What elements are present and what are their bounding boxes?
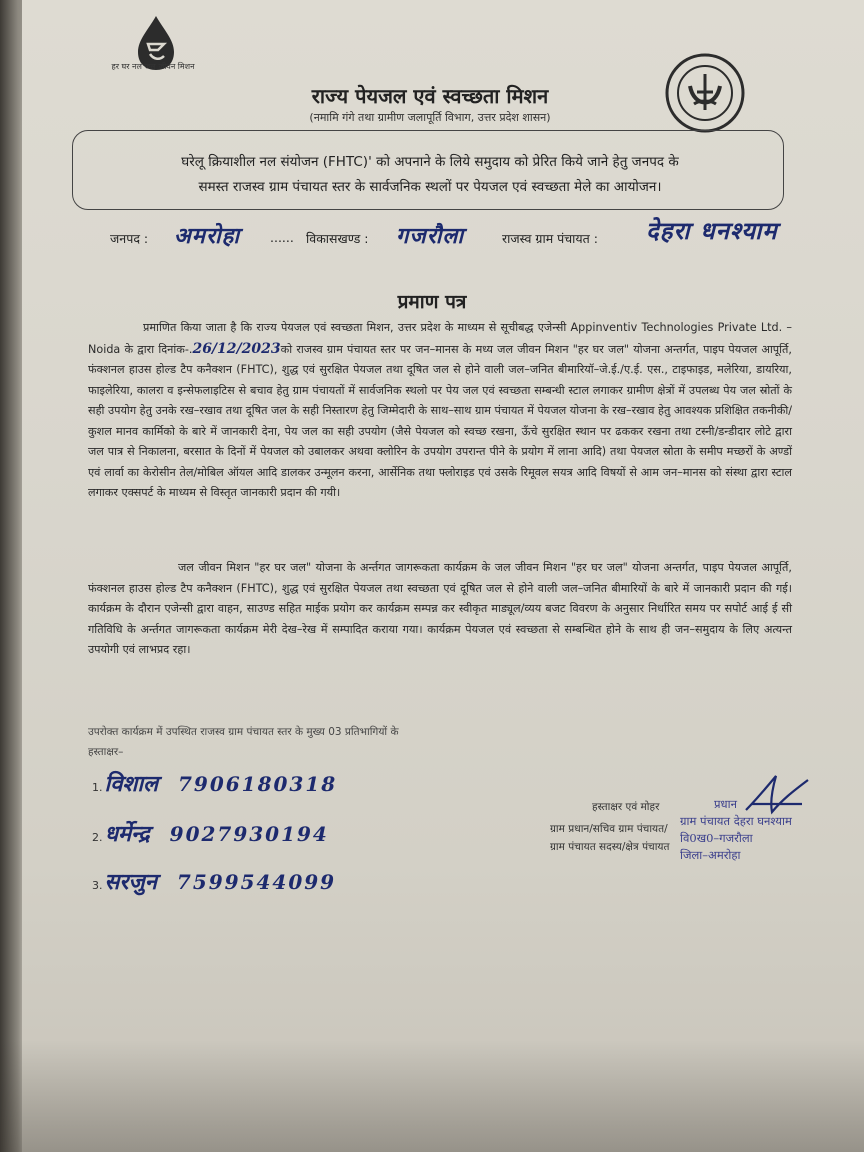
seal-line-4: जिला–अमरोहा — [680, 848, 741, 862]
up-government-emblem-icon — [664, 52, 746, 134]
certificate-paragraph-2: जल जीवन मिशन "हर घर जल" योजना के अर्न्तगत जागरूकता कार्यक्रम के जल जीवन मिशन "हर घर जल" योजना अन्तर्गत, पाइप पेयजल आपूर्ति, फंक्शनल हाउस होल्ड टैप कनैक्शन (FHTC), शुद्ध एवं सुरक्षित पेयजल तथा स्वच्छता एवं दूषित जल से होने वाली जल–जनित बीमारियों के बारे में जानकारी प्रदान की गई। कार्यक्रम के दौरान एजेन्सी द्वारा वाहन, साउण्ड सहित माईक प्रयोग कर कार्यक्रम सम्पन्न कर स्वीकृत माड्यूल/व्यय बजट विवरण के अनुसार निर्धारित समय पर सपोर्ट आई ई सी गतिविधि के अर्न्तगत जागरूकता कार्यक्रम मेरी देख–रेख में सम्पादित कराया गया। कार्यक्रम पेयजल एवं स्वच्छता से सम्बन्धित होने के साथ ही जन–समुदाय के लिए अत्यन्त उपयोगी एवं लाभप्रद रहा। — [88, 561, 792, 656]
district-dots: ...... — [270, 230, 294, 245]
participant-phone: 9027930194 — [169, 822, 329, 846]
event-date: 26/12/2023 — [192, 340, 281, 357]
signature-stamp-label: हस्ताक्षर एवं मोहर — [592, 801, 660, 813]
participant-name: विशाल — [104, 771, 159, 797]
participant-number: 1. — [92, 781, 103, 794]
certificate-heading: प्रमाण पत्र — [397, 291, 467, 313]
notice-line-1: घरेलू क्रियाशील नल संयोजन (FHTC)' को अपनाने के लिये समुदाय को प्रेरित किये जाने हेतु जनपद के — [181, 154, 679, 170]
district-label: जनपद : — [110, 231, 149, 246]
seal-line-1: प्रधान — [714, 797, 737, 811]
authority-line-1: ग्राम प्रधान/सचिव ग्राम पंचायत/ — [550, 823, 668, 835]
signature-intro-line-1: उपरोक्त कार्यक्रम में उपस्थित राजस्व ग्राम पंचायत स्तर के मुख्य 03 प्रतिभागियों के — [88, 726, 399, 738]
seal-line-2: ग्राम पंचायत देहरा घनश्याम — [680, 814, 792, 828]
panchayat-value: देहरा धनश्याम — [646, 216, 778, 245]
block-label: विकासखण्ड : — [306, 231, 369, 246]
participant-phone: 7906180318 — [178, 772, 338, 796]
signature-intro — [88, 722, 508, 762]
authority-line-2: ग्राम पंचायत सदस्य/क्षेत्र पंचायत — [550, 841, 670, 853]
block-value: गजरौला — [396, 223, 465, 249]
participant-name: सरजुन — [104, 869, 157, 895]
pradhan-seal — [680, 796, 830, 864]
participant-number: 2. — [92, 831, 103, 844]
para1-before-date: प्रमाणित किया जाता है कि राज्य पेयजल एवं स्वच्छता मिशन, उत्तर प्रदेश के माध्यम से सूचीबद्ध एजेन्सी Appinventiv Technologies Private Ltd. – Noida के द्वारा दिनांक-. — [88, 321, 792, 356]
department-subtitle: (नमामि गंगे तथा ग्रामीण जलापूर्ति विभाग, उत्तर प्रदेश शासन) — [309, 111, 551, 124]
participant-phone: 7599544099 — [176, 870, 337, 894]
participant-number: 3. — [92, 879, 103, 892]
participant-signature-3 — [92, 866, 336, 896]
signature-intro-line-2: हस्ताक्षर– — [88, 746, 124, 758]
participant-name: धर्मेन्द्र — [104, 821, 150, 847]
participant-signature-1 — [92, 768, 337, 798]
district-value: अमरोहा — [174, 223, 241, 249]
notice-line-2: समस्त राजस्व ग्राम पंचायत स्तर के सार्वजनिक स्थलों पर पेयजल एवं स्वच्छता मेले का आयोजन। — [198, 179, 662, 195]
participant-signature-2 — [92, 818, 329, 848]
water-drop-logo-icon — [128, 14, 198, 98]
bottom-shadow — [0, 1040, 864, 1152]
logo-left-caption: हर घर नल जल जीवन मिशन — [111, 62, 195, 71]
notice-text — [84, 150, 776, 200]
panchayat-label: राजस्व ग्राम पंचायत : — [502, 231, 598, 246]
mission-title: राज्य पेयजल एवं स्वच्छता मिशन — [311, 84, 549, 108]
para1-after-date: को राजस्व ग्राम पंचायत स्तर पर जन–मानस के मध्य जल जीवन मिशन "हर घर जल" योजना अन्तर्गत, पाइप पेयजल आपूर्ति, फंक्शनल हाउस होल्ड टैप कनैक्शन (FHTC), शुद्ध एवं सुरक्षित पेयजल तथा दूषित जल से होने वाली जल–जनित बीमारियॉ–जे.ई./ए.ई. एस., टाइफाइड, मलेरिया, डायरिया, फाइलेरिया, कालरा व इन्सेफलाइटिस से बचाव हेतु ग्राम पंचायतों में सार्वजनिक स्थलो पर पेय जल एवं स्वच्छता सम्बन्धी स्टाल लगाकर ग्रामीण क्षेत्रों में उपलब्ध पेय जल स्रोतों के सही उपयोग हेतु उनके रख–रखाव तथा दूषित जल के सही निस्तारण हेतु जिम्मेदारी के साथ–साथ ग्राम पंचायत में पेयजल योजना के रख–रखाव हेतु आवश्यक प्रशिक्षित तकनीकी/कुशल मानव कार्मिको के बारे में जानकारी देना, पेय जल का सही उपयोग (जैसे पेयजल को स्वच्छ रखना, ऊँचे सुरक्षित स्थान पर ढककर रखना तथा टस्नी/डन्डीदार लोटे द्वारा जल पात्र से निकालना, बरसात के दिनों में पेयजल को उबालकर अथवा क्लोरिन के उपयोग उपरान्त पीने के प्रयोग में लाना आदि) तथा पेयजल स्रोता के समीप मच्छरों के अण्डों एवं लार्वा का केरोसीन तेल/मोबिल ऑयल आदि डालकर उन्मूलन करना, आर्सेनिक तथा फ्लोराइड एवं उसके रिमूवल सयत्र आदि विषयों से आम जन–मानस को संस्था द्वारा स्टाल लगाकर एक्सपर्ट के माध्यम से विस्तृत जानकारी प्रदान की गयी। — [88, 342, 792, 499]
certificate-paragraph-1 — [88, 318, 792, 504]
seal-line-3: वि0ख0–गजरौला — [680, 831, 753, 845]
